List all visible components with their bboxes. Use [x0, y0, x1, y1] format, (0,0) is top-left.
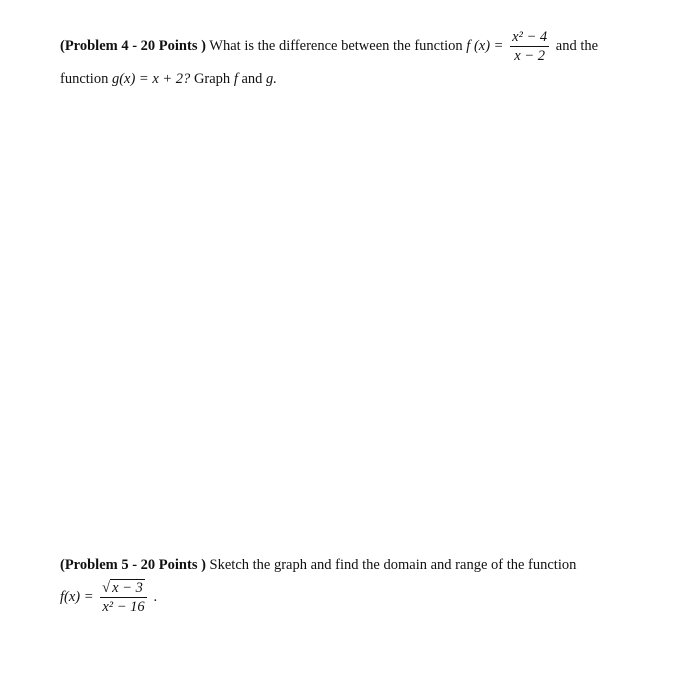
- problem-5: [60, 553, 660, 616]
- problem-5-header: (Problem 5 - 20 Points ): [60, 557, 206, 573]
- sqrt-symbol: √ x − 3: [102, 580, 143, 596]
- f5-denominator: x² − 16: [102, 599, 145, 615]
- trailing-period: .: [153, 588, 158, 605]
- problem-5-line-2: [60, 579, 660, 616]
- f-label-5: f(x) =: [60, 588, 94, 605]
- problem-4-line-1: [60, 28, 660, 65]
- graph-word: Graph: [193, 71, 231, 87]
- f-symbol: f: [233, 71, 238, 87]
- problem-4-header: (Problem 4 - 20 Points ): [60, 37, 206, 54]
- g-expression: g(x) = x + 2?: [111, 71, 191, 87]
- problem-4-line-2: [60, 67, 660, 91]
- f5-fraction: [100, 579, 147, 616]
- problem-5-line-1: [60, 553, 660, 577]
- problem-4: [60, 28, 660, 91]
- function-word: function: [60, 71, 109, 87]
- f-denominator: x − 2: [514, 48, 545, 64]
- g-symbol: g.: [266, 71, 277, 87]
- and-word: and: [241, 71, 263, 87]
- problem-5-text: Sketch the graph and find the domain and range of the function: [209, 557, 577, 573]
- problem-4-text-after: and the: [555, 37, 599, 54]
- f5-numerator: [100, 579, 147, 598]
- problem-4-text: What is the difference between the function: [209, 37, 463, 54]
- f5-radicand: x − 3: [112, 580, 143, 596]
- f-numerator: x² − 4: [512, 29, 548, 45]
- f-label: f (x) =: [466, 37, 504, 54]
- f-fraction: [510, 28, 549, 65]
